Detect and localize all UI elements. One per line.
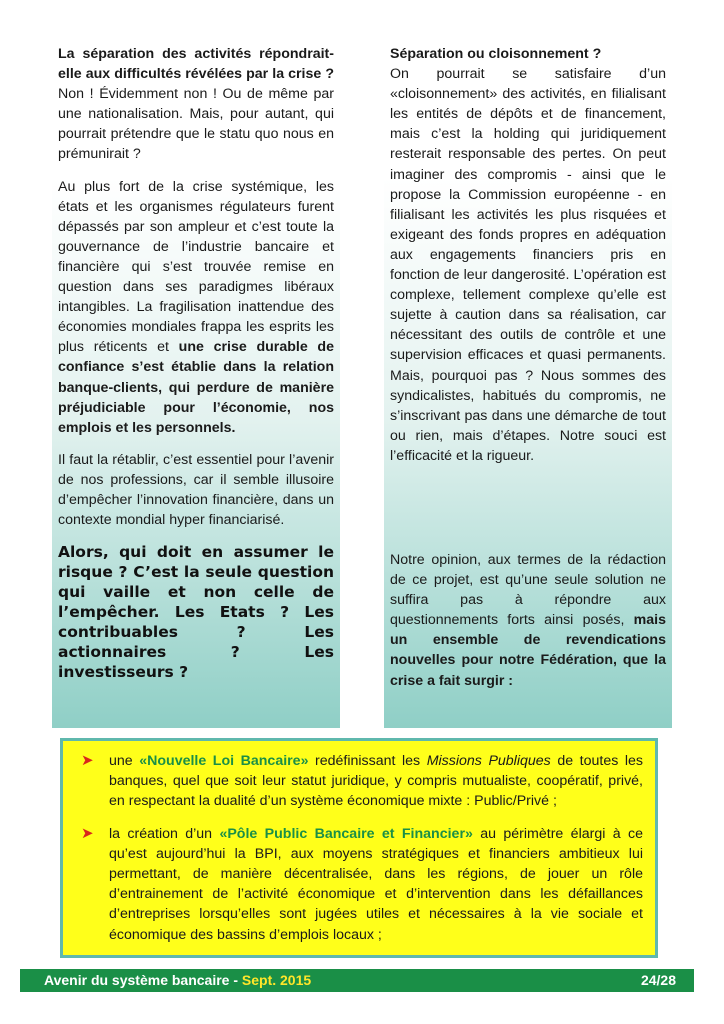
demand-2-bold: «Pôle Public Bancaire et Financier» <box>219 825 473 842</box>
right-heading-text: Séparation ou cloisonnement ? <box>390 46 602 62</box>
left-question: Alors, qui doit en assumer le risque ? C’est la seule question qui vaille et non celle de l’empêcher. Les Etats ? Les contribuables ? Les actionnaires ? Les investisseurs ? <box>58 543 334 682</box>
right-paragraph-1: On pourrait se satisfaire d’un «cloisonnement» des activités, en filialisant les entités de dépôts et de financement, mais c’est la holding qui juridiquement resterait responsable des pertes. On peut imaginer des compromis - ainsi que le propose la Commission européenne - en filialisant les activités les plus risquées et exigeant des fonds propres en adéquation aux engagements financiers pris en fonction de leur dangerosité. L’opération est complexe, tellement complexe qu’elle est sujette à caution dans sa réalisation, car nécessitant des outils de contrôle et une supervision efficaces et quasi permanents. Mais, pourquoi pas ? Nous sommes des syndicalistes, habitués du compromis, ne s’inscrivant pas dans une démarche de tout ou rien, mais d’étapes. Notre souci est l’efficacité et la rigueur. <box>390 66 666 464</box>
right-heading <box>390 44 666 64</box>
demand-item-2 <box>79 824 643 945</box>
demand-item-1 <box>79 751 643 812</box>
footer-title: Avenir du système bancaire - <box>44 972 242 988</box>
page-number: 24/28 <box>640 972 676 988</box>
right-p2-bold: mais un ensemble de revendications nouvelles pour notre Fédération, que la crise a fait surgir : <box>390 612 666 689</box>
left-paragraph-2 <box>58 177 334 438</box>
left-p2-bold: une crise durable de confiance s’est établie dans la relation banque-clients, qui perdure de manière préjudiciable pour l’économie, nos emplois et les personnels. <box>58 339 334 436</box>
demand-1-bold: «Nouvelle Loi Bancaire» <box>139 753 309 769</box>
demands-box <box>60 738 658 958</box>
right-p2-text: Notre opinion, aux termes de la rédaction de ce projet, est qu’une seule solution ne suffira pas à répondre aux questionnements forts ainsi posés, <box>390 551 666 629</box>
demand-2-post: au périmètre élargi à ce qu’est aujourd’hui la BPI, aux moyens stratégiques et financiers ambitieux lui permettant, de manière décentralisée, dans les régions, de jouer un rôle d’entrainement de l’activité économique et d’intervention dans les défaillances d’entreprises lorsqu’elles sont jugées utiles et nécessaires à la vie sociale et économique des bassins d’emplois locaux ; <box>109 825 643 943</box>
arrow-bullet-icon: ➤ <box>81 752 94 769</box>
footer-bar <box>20 969 694 992</box>
left-p1-text: Non ! Évidemment non ! Ou de même par une nationalisation. Mais, pour autant, qui pourrait prétendre que le statu quo nous en prémunirait ? <box>58 86 334 163</box>
demand-1-pre: une <box>109 753 140 769</box>
left-p2-text: Au plus fort de la crise systémique, les états et les organismes régulateurs furent dépassés par son ampleur et c’est toute la gouvernance de l’industrie bancaire et financière qui s’est trouvée remise en question dans ses paradigmes libéraux intangibles. La fragilisation inattendue des économies mondiales frappa les esprits les plus réticents et <box>58 178 334 356</box>
left-paragraph-1 <box>58 44 334 165</box>
footer-date: Sept. 2015 <box>241 972 312 988</box>
right-paragraph-2 <box>390 550 666 691</box>
left-p1-bold: La séparation des activités répondrait-elle aux difficultés révélées par la crise ? <box>58 46 334 83</box>
arrow-bullet-icon: ➤ <box>81 824 94 842</box>
left-column <box>52 40 340 728</box>
demand-1-post: de toutes les banques, quel que soit leur statut juridique, y compris mutualiste, coopératif, privé, en respectant la dualité d’un système économique mixte : Public/Privé ; <box>109 753 643 810</box>
demand-1-italic: Missions Publiques <box>426 753 551 769</box>
demand-2-pre: la création d’un <box>109 825 220 842</box>
left-paragraph-3: Il faut la rétablir, c’est essentiel pour l’avenir de nos professions, car il semble illusoire d’empêcher l’innovation financière, dans un contexte mondial hyper financiarisé. <box>58 451 334 529</box>
bottom-margin <box>0 992 724 1024</box>
right-spacer <box>390 478 666 550</box>
demand-1-mid: redéfinissant les <box>308 753 427 769</box>
right-column <box>384 40 672 728</box>
